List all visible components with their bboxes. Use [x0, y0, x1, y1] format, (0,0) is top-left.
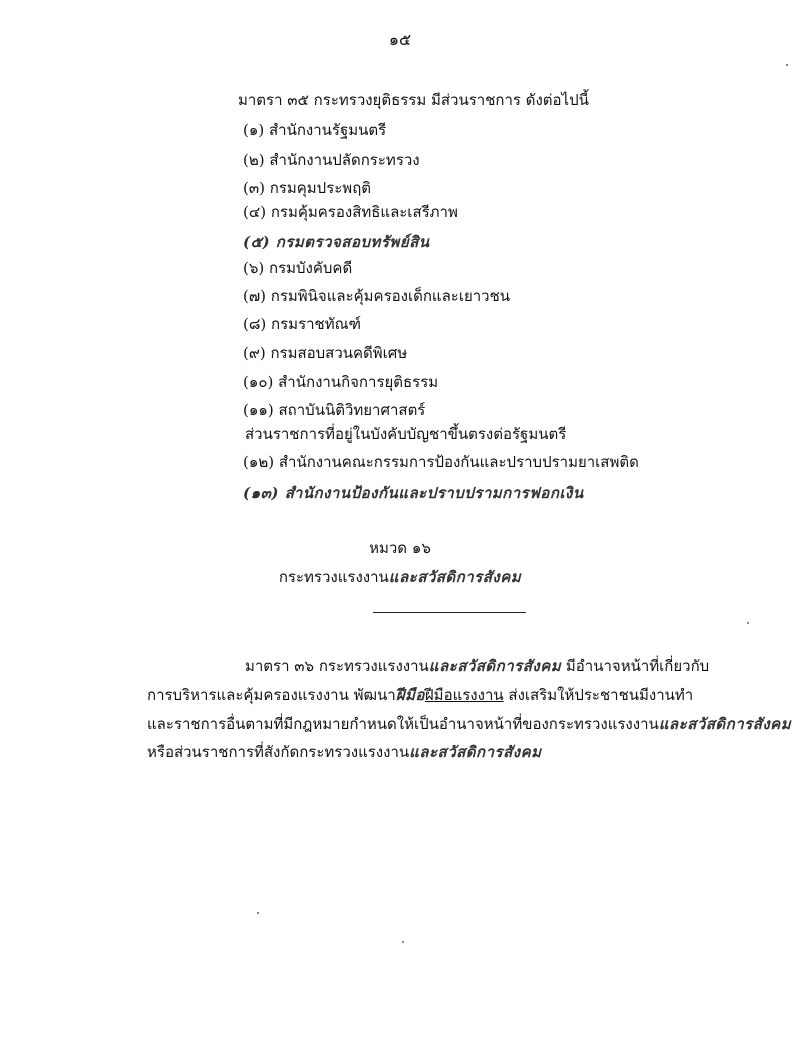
page-number: ๑๕: [388, 30, 412, 49]
section-36-text: หรือส่วนราชการที่สังกัดกระทรวงแรงงาน: [147, 743, 410, 761]
section-36-struck: และสวัสดิการสังคม: [428, 657, 562, 675]
section-36-text: การบริหารและคุ้มครองแรงงาน พัฒนา: [147, 686, 396, 704]
section-36-text: ส่งเสริมให้ประชาชนมีงานทำ: [503, 686, 694, 704]
section-35-sub-item: (๑๒) สำนักงานคณะกรรมการป้องกันและปราบปรามยาเสพติด: [243, 453, 639, 471]
section-36-text: และราชการอื่นตามที่มีกฎหมายกำหนดให้เป็นอำนาจหน้าที่ของกระทรวงแรงงาน: [147, 715, 659, 733]
section-35-item: (๑) สำนักงานรัฐมนตรี: [243, 121, 387, 139]
section-36-line-4: [147, 742, 542, 762]
chapter-title: [0, 567, 800, 587]
section-35-sub-heading: ส่วนราชการที่อยู่ในบังคับบัญชาขึ้นตรงต่อรัฐมนตรี: [245, 425, 567, 443]
section-36-struck: และสวัสดิการสังคม: [658, 715, 792, 733]
section-35-item-struck: (๕) กรมตรวจสอบทรัพย์สิน: [243, 233, 430, 251]
section-35-sub-item-struck: (๑๓) สำนักงานป้องกันและปราบปรามการฟอกเงิน: [243, 484, 584, 502]
chapter-title-struck: และสวัสดิการสังคม: [388, 568, 522, 586]
section-35-item: (๑๐) สำนักงานกิจการยุติธรรม: [243, 373, 439, 391]
divider-line: [373, 612, 526, 613]
scan-speck: [747, 622, 749, 624]
section-35-heading: มาตรา ๓๕ กระทรวงยุติธรรม มีส่วนราชการ ดังต่อไปนี้: [238, 91, 589, 109]
section-35-item: (๑๑) สถาบันนิติวิทยาศาสตร์: [243, 401, 426, 419]
section-36-line-3: [147, 714, 791, 734]
section-35-item: (๙) กรมสอบสวนคดีพิเศษ: [243, 344, 408, 362]
section-36-underlined: ฝีมือแรงงาน: [424, 686, 504, 704]
section-35-item: (๓) กรมคุมประพฤติ: [243, 179, 372, 197]
scan-speck: [786, 64, 788, 66]
section-36-line-1: [245, 656, 709, 676]
section-36-text: มีอำนาจหน้าที่เกี่ยวกับ: [561, 657, 710, 675]
section-36-struck: และสวัสดิการสังคม: [409, 743, 542, 761]
section-35-item: (๘) กรมราชทัณฑ์: [243, 315, 361, 333]
chapter-label: หมวด ๑๖: [369, 539, 431, 557]
section-36-line-2: [147, 685, 693, 705]
chapter-title-text: กระทรวงแรงงาน: [278, 568, 389, 586]
section-35-item: (๖) กรมบังคับคดี: [243, 259, 353, 277]
scan-speck: [402, 941, 404, 943]
section-35-item: (๒) สำนักงานปลัดกระทรวง: [243, 151, 420, 169]
scan-speck: [257, 912, 259, 914]
section-36-text: มาตรา ๓๖ กระทรวงแรงงาน: [245, 657, 429, 675]
section-35-item: (๗) กรมพินิจและคุ้มครองเด็กและเยาวชน: [243, 287, 511, 305]
section-35-item: (๔) กรมคุ้มครองสิทธิและเสรีภาพ: [243, 203, 458, 221]
section-36-struck: ฝีมือ: [395, 686, 425, 704]
